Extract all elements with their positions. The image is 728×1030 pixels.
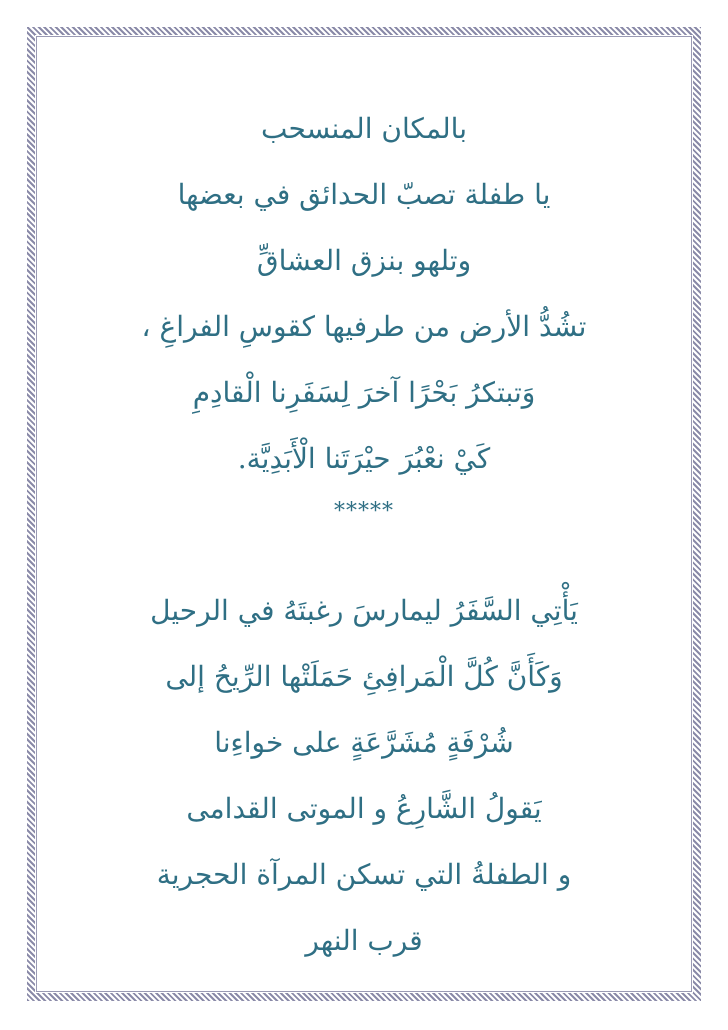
poem-line: شُرْفَةٍ مُشَرَّعَةٍ على خواءِنا — [214, 726, 514, 759]
spacer — [60, 532, 668, 578]
poem-line: وَكَأَنَّ كُلَّ الْمَرافِئِ حَمَلَتْها الرِّيحُ إلى — [165, 660, 563, 693]
poem-line: وتلهو بنزق العشاقِّ — [256, 244, 472, 277]
poem-line: و الطفلةُ التي تسكن المرآة الحجرية — [156, 858, 572, 891]
poem-line: يَأْتِي السَّفَرُ ليمارسَ رغبتَهُ في الرحيل — [150, 594, 578, 627]
poem-line: يا طفلة تصبّ الحدائق في بعضها — [177, 178, 551, 211]
poem-line: وَتبتكرُ بَحْرًا آخرَ لِسَفَرِنا الْقادِمِ — [192, 376, 536, 409]
stanza-divider: ***** — [334, 499, 394, 524]
poem-line: كَيْ نعْبُرَ حيْرَتَنا الْأَبَدِيَّة. — [237, 442, 491, 475]
poem — [60, 96, 668, 974]
poem-line: تشُدُّ الأرض من طرفيها كقوسِ الفراغِ ، — [141, 310, 587, 343]
poem-line: يَقولُ الشَّارِعُ و الموتى القدامى — [186, 792, 542, 825]
poem-line: بالمكان المنسحب — [261, 112, 467, 145]
poem-line: قرب النهر — [305, 924, 423, 957]
